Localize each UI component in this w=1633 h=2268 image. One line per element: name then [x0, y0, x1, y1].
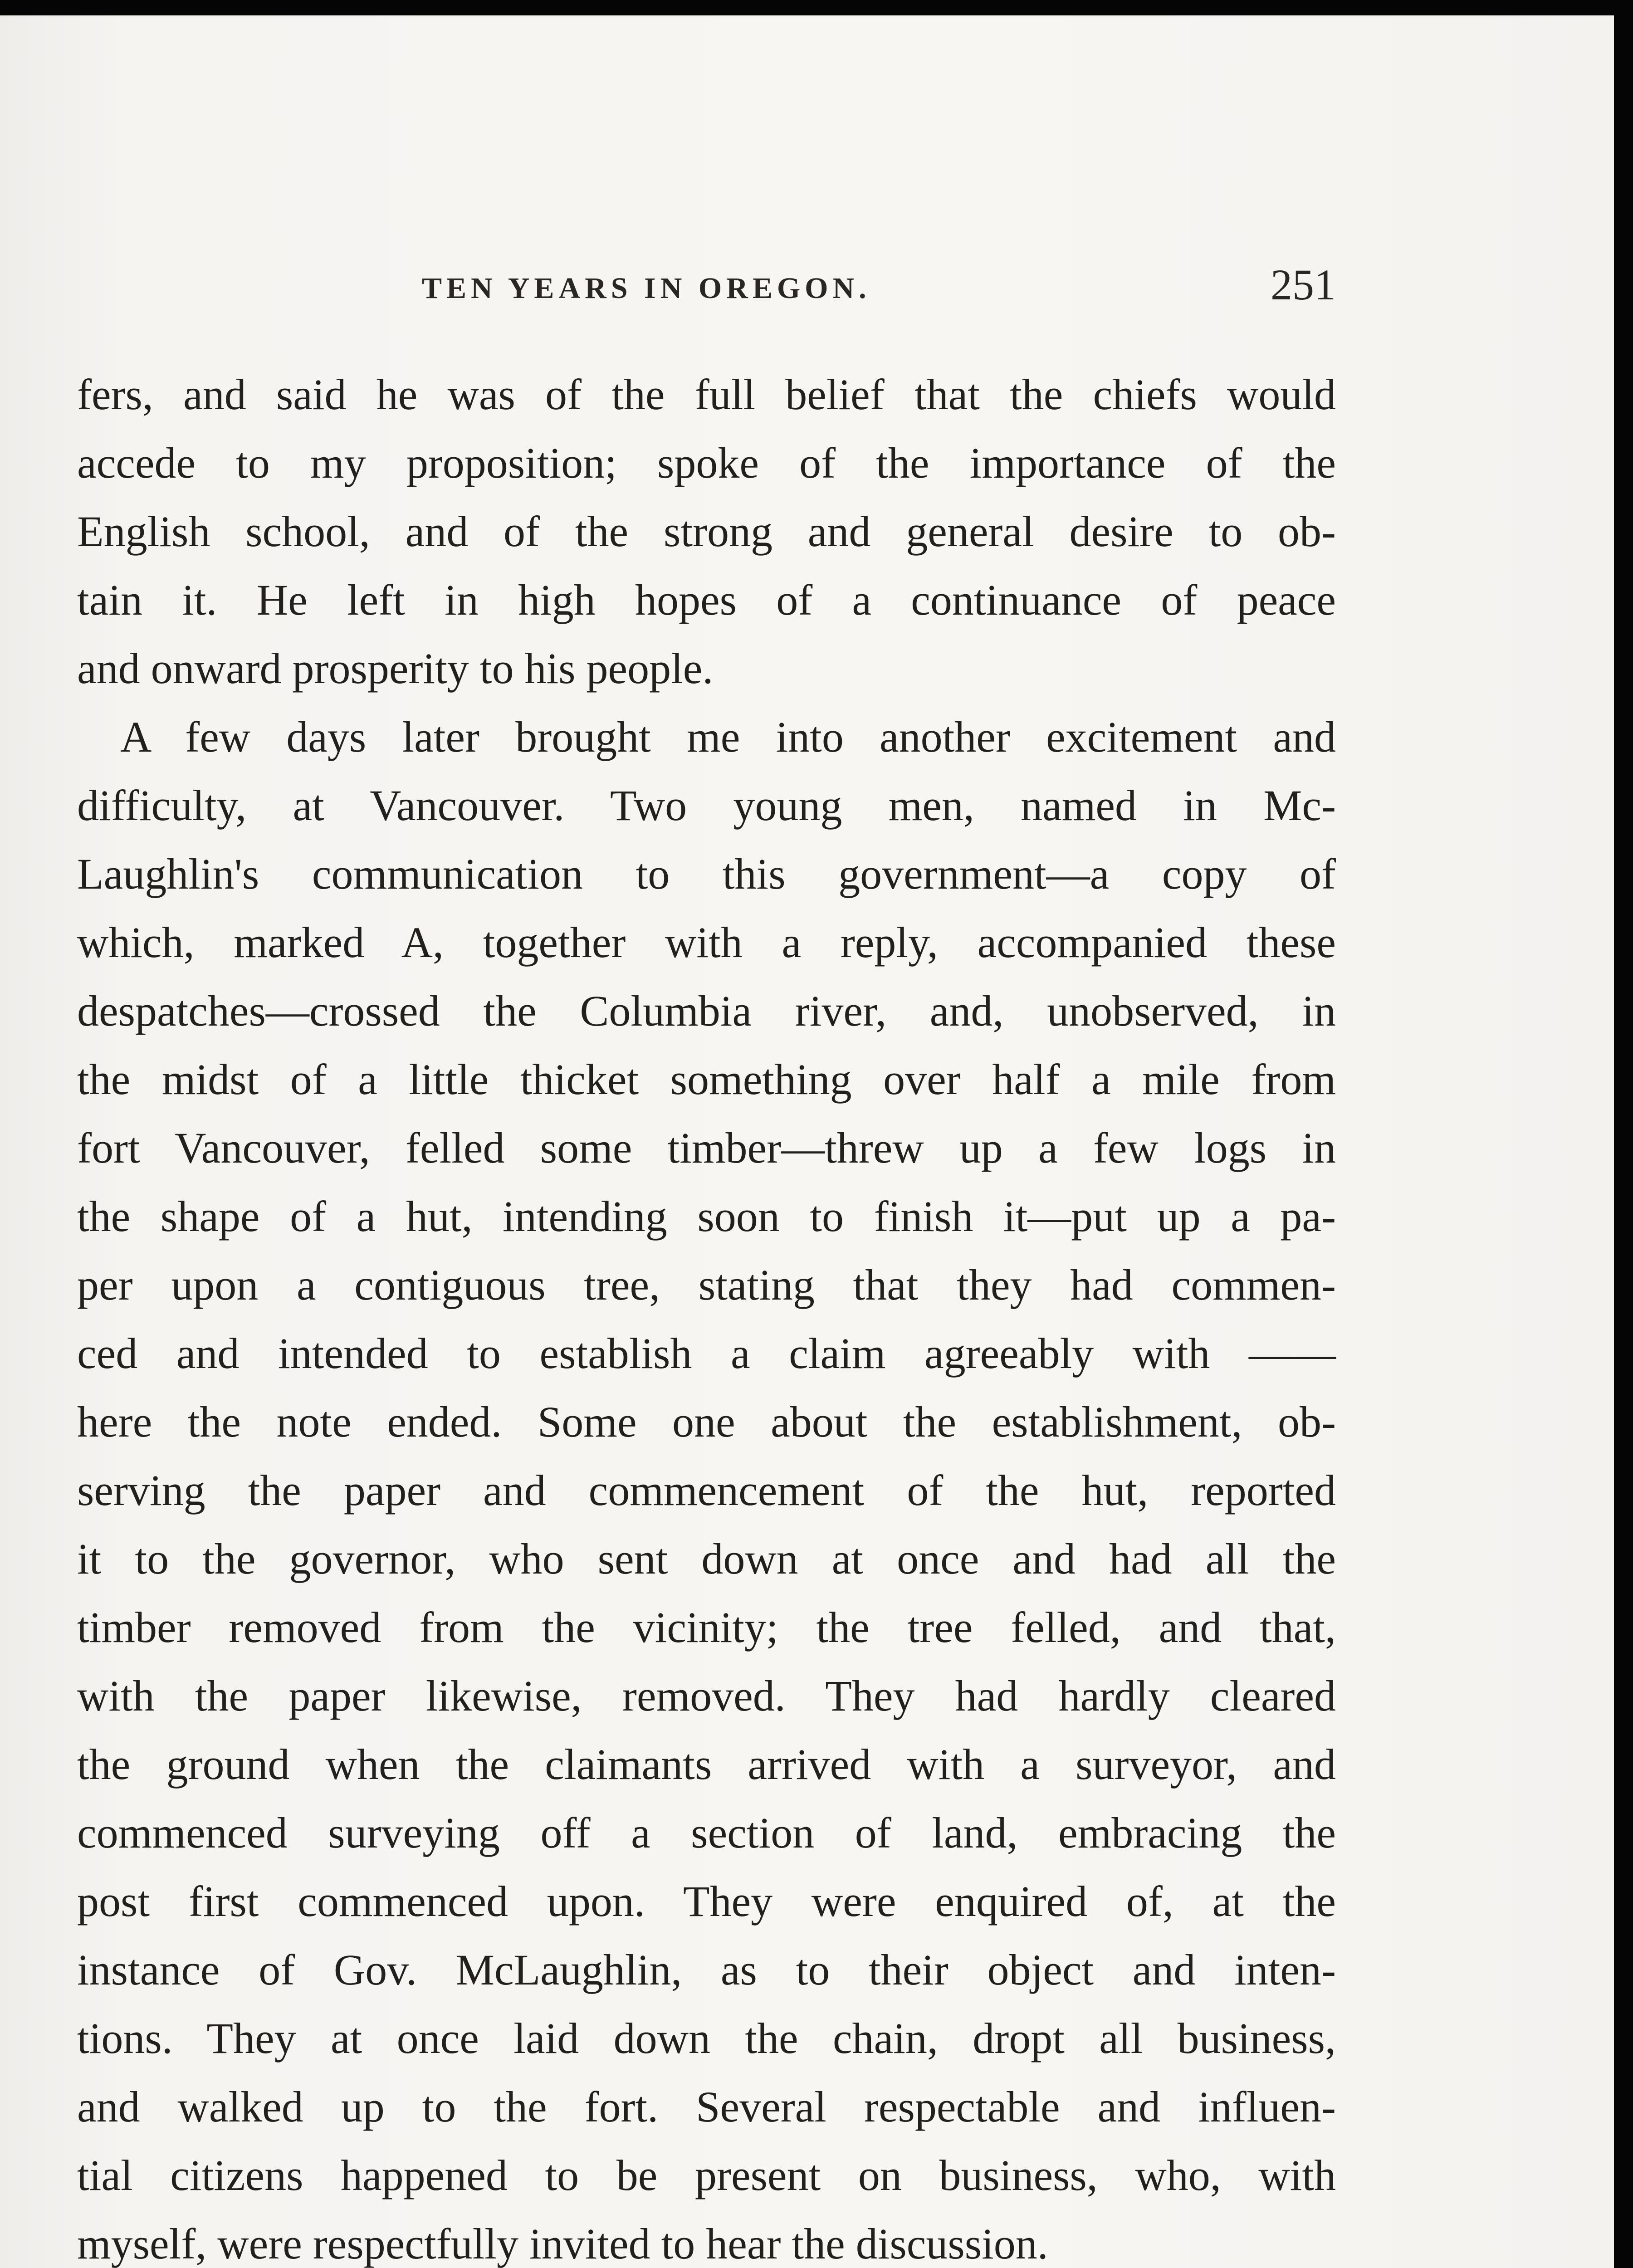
text-line: fort Vancouver, felled some timber—threw up a few logs in — [77, 1124, 1336, 1172]
text-line: A few days later brought me into another excitement and — [120, 713, 1336, 761]
text-line: instance of Gov. McLaughlin, as to their object and inten- — [77, 1945, 1336, 1994]
text-line: it to the governor, who sent down at once and had all the — [77, 1535, 1336, 1583]
text-line: myself, were respectfully invited to hear the discussion. — [77, 2219, 1048, 2268]
text-line: despatches—crossed the Columbia river, and, unobserved, in — [77, 987, 1336, 1035]
text-line: with the paper likewise, removed. They had hardly cleared — [77, 1672, 1336, 1720]
text-line: tial citizens happened to be present on business, who, with — [77, 2151, 1336, 2200]
running-title: TEN YEARS IN OREGON. — [422, 272, 871, 305]
page-number: 251 — [1271, 260, 1336, 309]
text-line: per upon a contiguous tree, stating that they had commen- — [77, 1261, 1336, 1309]
text-line: commenced surveying off a section of land, embracing the — [77, 1809, 1336, 1857]
text-line: difficulty, at Vancouver. Two young men, named in Mc- — [77, 781, 1336, 830]
text-line: the midst of a little thicket something over half a mile from — [77, 1055, 1336, 1104]
text-line: and walked up to the fort. Several respectable and influen- — [77, 2082, 1336, 2131]
text-line: Laughlin's communication to this government—a copy of — [77, 850, 1336, 898]
book-page — [0, 15, 1614, 2268]
text-line: ced and intended to establish a claim agreeably with —— — [77, 1329, 1336, 1378]
text-line: post first commenced upon. They were enquired of, at the — [77, 1877, 1336, 1926]
running-head — [77, 259, 1336, 314]
text-line: the ground when the claimants arrived with a surveyor, and — [77, 1740, 1336, 1789]
text-line: English school, and of the strong and general desire to ob- — [77, 507, 1336, 556]
text-line: serving the paper and commencement of the hut, reported — [77, 1466, 1336, 1515]
text-line: accede to my proposition; spoke of the importance of the — [77, 439, 1336, 487]
body-text — [77, 360, 1336, 2268]
text-line: tions. They at once laid down the chain, dropt all business, — [77, 2014, 1336, 2063]
text-line: tain it. He left in high hopes of a continuance of peace — [77, 576, 1336, 624]
text-line: the shape of a hut, intending soon to finish it—put up a pa- — [77, 1192, 1336, 1241]
text-line: fers, and said he was of the full belief that the chiefs would — [77, 370, 1336, 419]
text-line: here the note ended. Some one about the establishment, ob- — [77, 1398, 1336, 1446]
text-line: timber removed from the vicinity; the tree felled, and that, — [77, 1603, 1336, 1652]
text-line: which, marked A, together with a reply, accompanied these — [77, 918, 1336, 967]
text-line: and onward prosperity to his people. — [77, 644, 714, 693]
